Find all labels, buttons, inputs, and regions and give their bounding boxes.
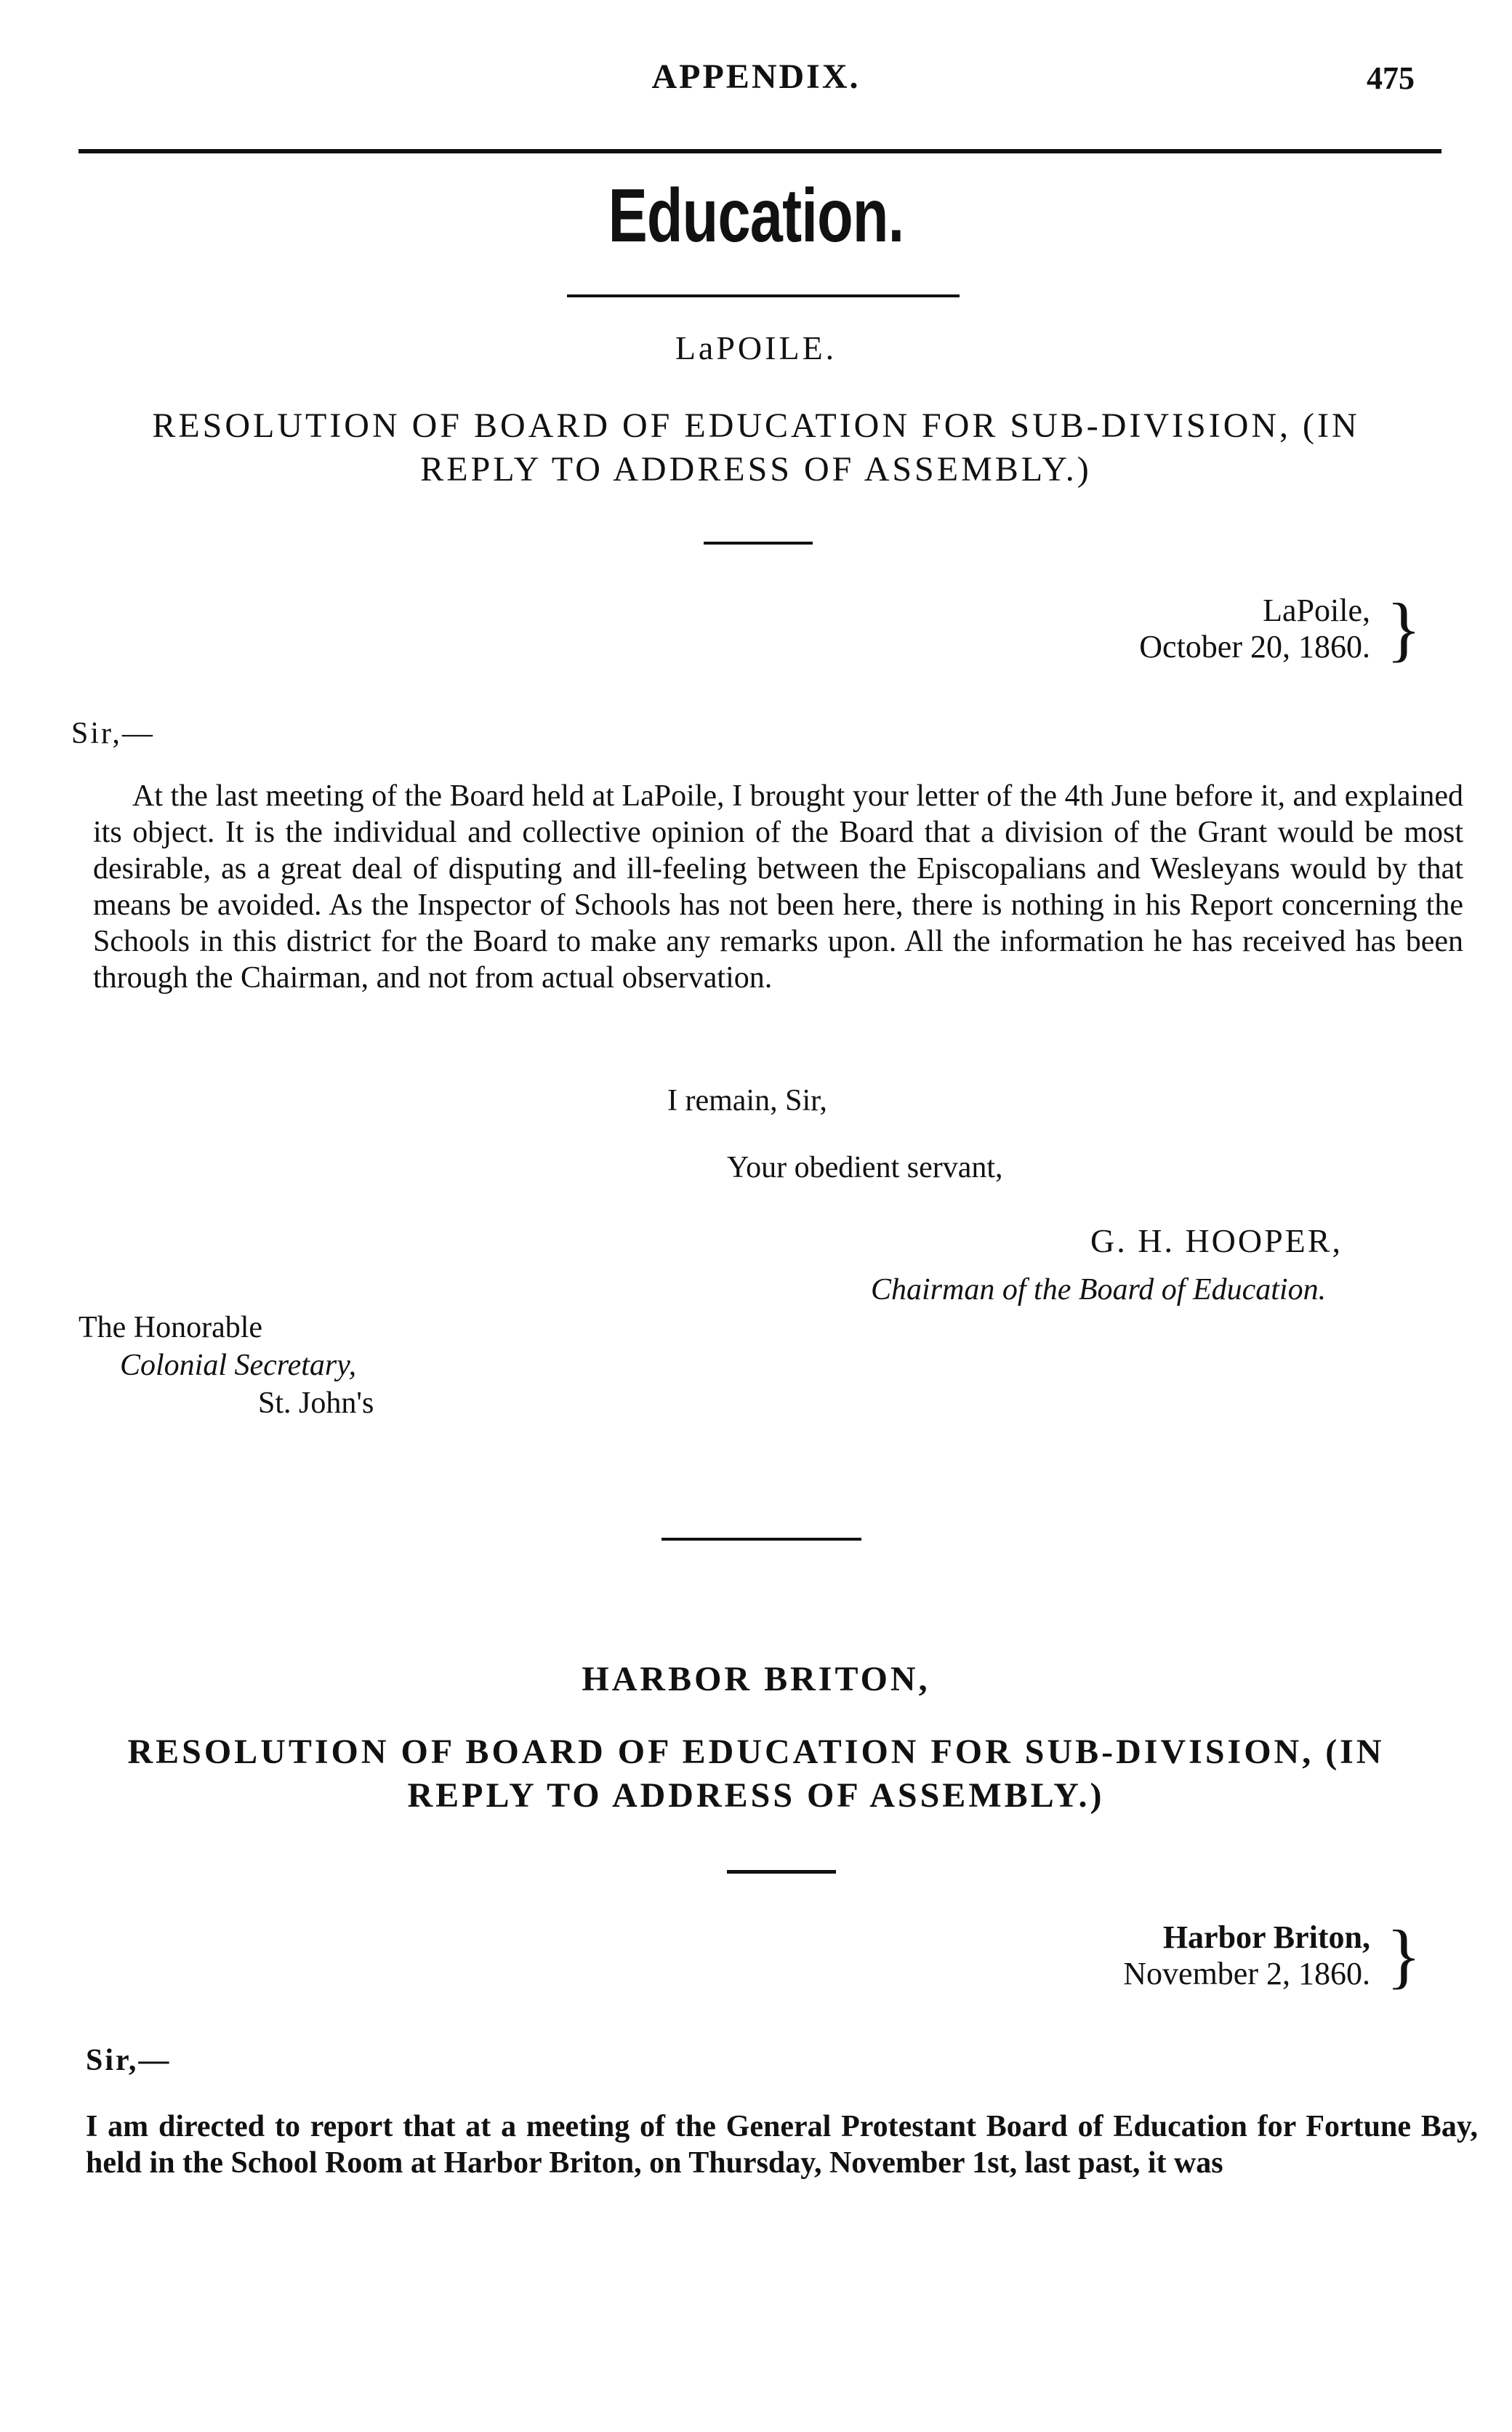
section1-resolution-line2: REPLY TO ADDRESS OF ASSEMBLY.) — [420, 450, 1092, 489]
page-number: 475 — [1367, 60, 1415, 96]
section1-letter-body — [93, 778, 1463, 996]
section1-dateline — [1018, 588, 1421, 687]
section2-letter-body — [86, 2108, 1478, 2181]
running-header-title: APPENDIX. — [651, 57, 861, 96]
section2-short-rule — [727, 1870, 836, 1874]
section1-closing-remain: I remain, Sir, — [667, 1084, 827, 1117]
section2-salutation: Sir,— — [86, 2044, 172, 2077]
section1-closing-servant: Your obedient servant, — [727, 1151, 1003, 1184]
section1-resolution-line1: RESOLUTION OF BOARD OF EDUCATION FOR SUB-DIVISION, (IN — [152, 406, 1360, 445]
section1-place-heading: LaPOILE. — [675, 329, 837, 366]
section2-letter-paragraph: I am directed to report that at a meeting of the General Protestant Board of Education for Fortune Bay, held in the School Room at Harbor Briton, on Thursday, November 1st, last past, it was — [86, 2110, 1478, 2180]
section1-addressee-line2: Colonial Secretary, — [120, 1349, 357, 1382]
section2-dateline-brace: } — [1386, 1915, 1421, 1996]
main-heading: Education. — [608, 174, 904, 258]
heading-rule — [567, 294, 960, 297]
section2-dateline-date: November 2, 1860. — [1123, 1956, 1370, 1991]
header-rule — [79, 149, 1441, 153]
section1-dateline-date: October 20, 1860. — [1139, 629, 1370, 665]
section2-dateline-place: Harbor Briton, — [1162, 1919, 1370, 1955]
section1-dateline-place: LaPoile, — [1263, 593, 1370, 628]
section1-signer-name: G. H. HOOPER, — [1090, 1222, 1343, 1259]
section1-short-rule — [704, 542, 813, 545]
section2-dateline — [1018, 1915, 1421, 2014]
section1-salutation: Sir,— — [71, 717, 155, 750]
section-divider-rule — [662, 1538, 861, 1541]
section2-place-heading: HARBOR BRITON, — [582, 1660, 930, 1698]
section1-addressee-line1: The Honorable — [79, 1311, 263, 1344]
section1-addressee-line3: St. John's — [258, 1386, 374, 1420]
section1-dateline-brace: } — [1386, 588, 1421, 669]
section2-resolution-line2: REPLY TO ADDRESS OF ASSEMBLY.) — [407, 1776, 1105, 1815]
section1-signer-title: Chairman of the Board of Education. — [871, 1273, 1327, 1307]
section2-resolution-line1: RESOLUTION OF BOARD OF EDUCATION FOR SUB-DIVISION, (IN — [127, 1733, 1385, 1771]
section1-letter-paragraph: At the last meeting of the Board held at LaPoile, I brought your letter of the 4th June before it, and explained its object. It is the individual and collective opinion of the Board that a division of the Grant would be most desirable, as a great deal of disputing and ill-feeling between the Episcopalians and Wesleyans would by that means be avoided. As the Inspector of Schools has not been here, there is nothing in his Report concerning the Schools in this district for the Board to make any remarks upon. All the information he has received has been through the Chairman, and not from actual observation. — [93, 779, 1463, 995]
